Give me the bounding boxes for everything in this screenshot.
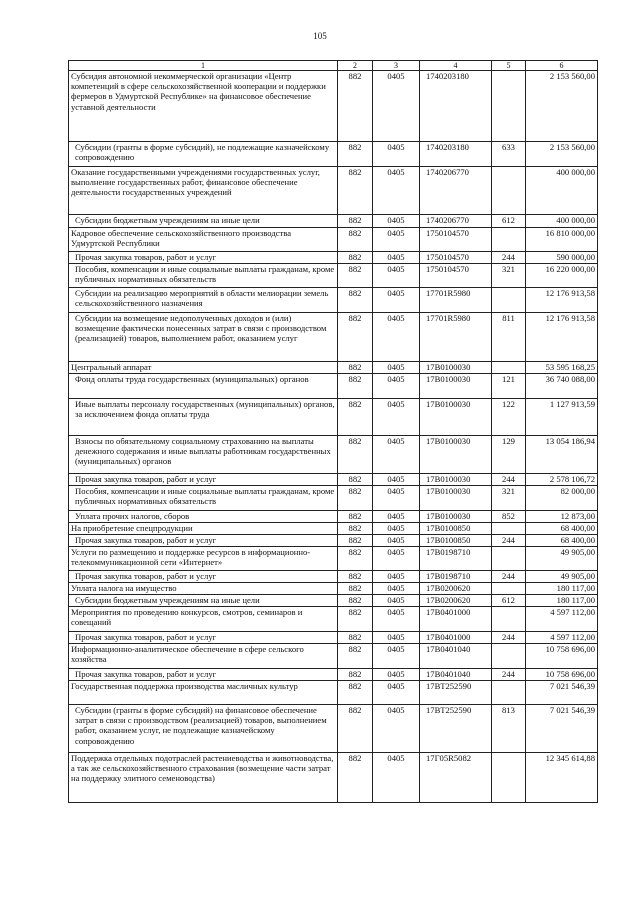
row-name: Субсидии (гранты в форме субсидий), не подлежащие казначейскому сопровождению xyxy=(69,142,338,167)
row-vr xyxy=(492,607,526,632)
table-row xyxy=(69,436,598,474)
row-vr xyxy=(492,362,526,374)
row-gr: 882 xyxy=(338,705,373,753)
row-vr: 612 xyxy=(492,215,526,228)
table-row xyxy=(69,313,598,362)
row-gr: 882 xyxy=(338,142,373,167)
row-sum: 180 117,00 xyxy=(526,583,598,595)
table-row xyxy=(69,399,598,436)
row-rz: 0405 xyxy=(373,252,420,264)
row-sum: 180 117,00 xyxy=(526,595,598,607)
row-gr: 882 xyxy=(338,486,373,511)
row-name: Субсидии (гранты в форме субсидий) на финансовое обеспечение затрат в связи с производством (реализацией) товаров, выполнением работ, оказанием услуг, не подлежащие казначейскому сопровождению xyxy=(69,705,338,753)
table-row xyxy=(69,228,598,252)
row-rz: 0405 xyxy=(373,607,420,632)
row-rz: 0405 xyxy=(373,399,420,436)
row-name: Уплата прочих налогов, сборов xyxy=(69,511,338,523)
row-csr: 17В0100030 xyxy=(420,374,492,399)
row-gr: 882 xyxy=(338,511,373,523)
row-csr: 17ВТ252590 xyxy=(420,705,492,753)
row-vr: 244 xyxy=(492,571,526,583)
row-gr: 882 xyxy=(338,753,373,803)
row-rz: 0405 xyxy=(373,474,420,486)
row-name: Информационно-аналитическое обеспечение в сфере сельского хозяйства xyxy=(69,644,338,669)
row-rz: 0405 xyxy=(373,523,420,535)
table-row xyxy=(69,583,598,595)
row-csr: 17701R5980 xyxy=(420,313,492,362)
row-rz: 0405 xyxy=(373,167,420,215)
row-name: Субсидия автономной некоммерческой организации «Центр компетенций в сфере сельскохозяйственной кооперации и поддержки фермеров в Удмуртской Республике» на финансовое обеспечение уставной деятельности xyxy=(69,71,338,142)
row-sum: 68 400,00 xyxy=(526,523,598,535)
row-gr: 882 xyxy=(338,523,373,535)
row-name: Иные выплаты персоналу государственных (муниципальных) органов, за исключением фонда оплаты труда xyxy=(69,399,338,436)
row-vr xyxy=(492,288,526,313)
row-vr: 122 xyxy=(492,399,526,436)
row-vr xyxy=(492,644,526,669)
row-rz: 0405 xyxy=(373,583,420,595)
row-csr: 1750104570 xyxy=(420,228,492,252)
row-sum: 2 153 560,00 xyxy=(526,71,598,142)
row-rz: 0405 xyxy=(373,547,420,571)
row-sum: 16 810 000,00 xyxy=(526,228,598,252)
row-rz: 0405 xyxy=(373,595,420,607)
row-name: Субсидии на возмещение недополученных доходов и (или) возмещение фактически понесенных затрат в связи с производством (реализацией) товаров, выполнением работ, оказанием услуг xyxy=(69,313,338,362)
table-row xyxy=(69,486,598,511)
row-sum: 68 400,00 xyxy=(526,535,598,547)
row-gr: 882 xyxy=(338,547,373,571)
header-cell: 2 xyxy=(338,61,373,71)
row-name: Прочая закупка товаров, работ и услуг xyxy=(69,535,338,547)
row-gr: 882 xyxy=(338,215,373,228)
row-gr: 882 xyxy=(338,669,373,681)
row-csr: 17В0100030 xyxy=(420,399,492,436)
row-sum: 400 000,00 xyxy=(526,167,598,215)
row-csr: 17В0100030 xyxy=(420,511,492,523)
row-name: Прочая закупка товаров, работ и услуг xyxy=(69,474,338,486)
row-vr: 244 xyxy=(492,535,526,547)
table-row xyxy=(69,511,598,523)
header-cell: 6 xyxy=(526,61,598,71)
table-row xyxy=(69,669,598,681)
row-rz: 0405 xyxy=(373,681,420,705)
row-rz: 0405 xyxy=(373,753,420,803)
row-csr: 17В0401000 xyxy=(420,607,492,632)
row-gr: 882 xyxy=(338,399,373,436)
row-sum: 16 220 000,00 xyxy=(526,264,598,288)
table-row xyxy=(69,607,598,632)
row-gr: 882 xyxy=(338,436,373,474)
table-row xyxy=(69,644,598,669)
row-name: Прочая закупка товаров, работ и услуг xyxy=(69,252,338,264)
row-name: Пособия, компенсации и иные социальные выплаты гражданам, кроме публичных нормативных обязательств xyxy=(69,486,338,511)
row-name: Субсидии бюджетным учреждениям на иные цели xyxy=(69,215,338,228)
row-gr: 882 xyxy=(338,474,373,486)
row-name: Прочая закупка товаров, работ и услуг xyxy=(69,669,338,681)
header-cell: 4 xyxy=(420,61,492,71)
row-gr: 882 xyxy=(338,313,373,362)
row-sum: 590 000,00 xyxy=(526,252,598,264)
row-vr: 244 xyxy=(492,474,526,486)
row-sum: 1 127 913,59 xyxy=(526,399,598,436)
row-sum: 12 345 614,88 xyxy=(526,753,598,803)
row-csr: 1740206770 xyxy=(420,167,492,215)
row-csr: 17В0100030 xyxy=(420,436,492,474)
row-gr: 882 xyxy=(338,167,373,215)
row-rz: 0405 xyxy=(373,486,420,511)
row-rz: 0405 xyxy=(373,511,420,523)
row-name: Уплата налога на имущество xyxy=(69,583,338,595)
row-csr: 17В0200620 xyxy=(420,595,492,607)
row-name: Субсидии бюджетным учреждениям на иные цели xyxy=(69,595,338,607)
row-sum: 7 021 546,39 xyxy=(526,705,598,753)
row-sum: 7 021 546,39 xyxy=(526,681,598,705)
row-gr: 882 xyxy=(338,571,373,583)
row-rz: 0405 xyxy=(373,288,420,313)
row-sum: 4 597 112,00 xyxy=(526,607,598,632)
budget-table xyxy=(68,60,598,803)
row-csr: 17В0198710 xyxy=(420,571,492,583)
row-vr: 244 xyxy=(492,669,526,681)
row-csr: 17В0100030 xyxy=(420,362,492,374)
row-rz: 0405 xyxy=(373,535,420,547)
row-sum: 49 905,00 xyxy=(526,571,598,583)
row-sum: 4 597 112,00 xyxy=(526,632,598,644)
table-row xyxy=(69,71,598,142)
row-csr: 17В0100850 xyxy=(420,523,492,535)
table-row xyxy=(69,288,598,313)
row-gr: 882 xyxy=(338,535,373,547)
row-sum: 2 578 106,72 xyxy=(526,474,598,486)
row-rz: 0405 xyxy=(373,264,420,288)
row-sum: 10 758 696,00 xyxy=(526,644,598,669)
row-sum: 12 873,00 xyxy=(526,511,598,523)
table-header-row xyxy=(69,61,598,71)
table-row xyxy=(69,252,598,264)
row-vr: 321 xyxy=(492,264,526,288)
row-gr: 882 xyxy=(338,644,373,669)
row-vr: 811 xyxy=(492,313,526,362)
row-gr: 882 xyxy=(338,607,373,632)
row-csr: 17ВТ252590 xyxy=(420,681,492,705)
row-rz: 0405 xyxy=(373,644,420,669)
header-cell: 3 xyxy=(373,61,420,71)
row-vr xyxy=(492,523,526,535)
row-gr: 882 xyxy=(338,681,373,705)
row-rz: 0405 xyxy=(373,228,420,252)
row-rz: 0405 xyxy=(373,215,420,228)
row-rz: 0405 xyxy=(373,71,420,142)
row-rz: 0405 xyxy=(373,374,420,399)
row-vr: 129 xyxy=(492,436,526,474)
row-sum: 10 758 696,00 xyxy=(526,669,598,681)
row-vr: 633 xyxy=(492,142,526,167)
row-vr xyxy=(492,71,526,142)
row-gr: 882 xyxy=(338,252,373,264)
row-name: Кадровое обеспечение сельскохозяйственного производства Удмуртской Республики xyxy=(69,228,338,252)
table-row xyxy=(69,215,598,228)
row-rz: 0405 xyxy=(373,313,420,362)
row-rz: 0405 xyxy=(373,669,420,681)
row-vr xyxy=(492,547,526,571)
row-vr xyxy=(492,583,526,595)
row-gr: 882 xyxy=(338,71,373,142)
row-gr: 882 xyxy=(338,288,373,313)
row-rz: 0405 xyxy=(373,705,420,753)
row-vr: 121 xyxy=(492,374,526,399)
row-sum: 400 000,00 xyxy=(526,215,598,228)
row-rz: 0405 xyxy=(373,436,420,474)
row-vr xyxy=(492,681,526,705)
row-name: Фонд оплаты труда государственных (муниципальных) органов xyxy=(69,374,338,399)
row-csr: 1750104570 xyxy=(420,264,492,288)
row-name: Пособия, компенсации и иные социальные выплаты гражданам, кроме публичных нормативных обязательств xyxy=(69,264,338,288)
row-sum: 53 595 168,25 xyxy=(526,362,598,374)
row-gr: 882 xyxy=(338,362,373,374)
row-sum: 36 740 088,00 xyxy=(526,374,598,399)
row-vr: 321 xyxy=(492,486,526,511)
row-gr: 882 xyxy=(338,374,373,399)
row-sum: 13 054 186,94 xyxy=(526,436,598,474)
row-gr: 882 xyxy=(338,595,373,607)
row-gr: 882 xyxy=(338,264,373,288)
row-rz: 0405 xyxy=(373,632,420,644)
row-csr: 1740203180 xyxy=(420,142,492,167)
table-row xyxy=(69,374,598,399)
row-sum: 12 176 913,58 xyxy=(526,313,598,362)
row-csr: 1740203180 xyxy=(420,71,492,142)
row-vr: 813 xyxy=(492,705,526,753)
table-row xyxy=(69,474,598,486)
row-vr xyxy=(492,167,526,215)
row-name: Поддержка отдельных подотраслей растениеводства и животноводства, а так же сельскохозяйственного страхования (возмещение части затрат на поддержку элитного семеноводства) xyxy=(69,753,338,803)
row-csr: 17В0100030 xyxy=(420,486,492,511)
row-csr: 17В0100850 xyxy=(420,535,492,547)
row-csr: 17В0198710 xyxy=(420,547,492,571)
row-name: На приобретение спецпродукции xyxy=(69,523,338,535)
header-cell: 1 xyxy=(69,61,338,71)
row-csr: 1740206770 xyxy=(420,215,492,228)
row-csr: 17Г05R5082 xyxy=(420,753,492,803)
table-row xyxy=(69,547,598,571)
row-vr xyxy=(492,753,526,803)
row-name: Центральный аппарат xyxy=(69,362,338,374)
row-csr: 17В0401040 xyxy=(420,644,492,669)
row-name: Мероприятия по проведению конкурсов, смотров, семинаров и совещаний xyxy=(69,607,338,632)
table-row xyxy=(69,595,598,607)
row-rz: 0405 xyxy=(373,571,420,583)
table-row xyxy=(69,705,598,753)
table-row xyxy=(69,632,598,644)
table-row xyxy=(69,167,598,215)
row-name: Взносы по обязательному социальному страхованию на выплаты денежного содержания и иные выплаты работникам государственных (муниципальных) органов xyxy=(69,436,338,474)
row-name: Услуги по размещению и поддержке ресурсов в информационно-телекоммуникационной сети «Интернет» xyxy=(69,547,338,571)
table-body xyxy=(69,71,598,803)
row-csr: 17В0401040 xyxy=(420,669,492,681)
row-vr: 612 xyxy=(492,595,526,607)
row-csr: 17В0401000 xyxy=(420,632,492,644)
table-row xyxy=(69,571,598,583)
row-name: Субсидии на реализацию мероприятий в области мелиорации земель сельскохозяйственного назначения xyxy=(69,288,338,313)
row-vr: 852 xyxy=(492,511,526,523)
row-sum: 2 153 560,00 xyxy=(526,142,598,167)
row-gr: 882 xyxy=(338,632,373,644)
row-name: Государственная поддержка производства масличных культур xyxy=(69,681,338,705)
table-row xyxy=(69,753,598,803)
row-vr xyxy=(492,228,526,252)
page-number: 105 xyxy=(313,31,327,41)
row-vr: 244 xyxy=(492,252,526,264)
row-gr: 882 xyxy=(338,583,373,595)
row-csr: 17В0100030 xyxy=(420,474,492,486)
row-csr: 17В0200620 xyxy=(420,583,492,595)
row-sum: 49 905,00 xyxy=(526,547,598,571)
row-sum: 82 000,00 xyxy=(526,486,598,511)
row-csr: 1750104570 xyxy=(420,252,492,264)
table-row xyxy=(69,142,598,167)
row-name: Прочая закупка товаров, работ и услуг xyxy=(69,632,338,644)
row-csr: 17701R5980 xyxy=(420,288,492,313)
table-row xyxy=(69,681,598,705)
header-cell: 5 xyxy=(492,61,526,71)
table-row xyxy=(69,523,598,535)
table-row xyxy=(69,264,598,288)
table-row xyxy=(69,535,598,547)
row-vr: 244 xyxy=(492,632,526,644)
row-rz: 0405 xyxy=(373,142,420,167)
table-row xyxy=(69,362,598,374)
row-name: Оказание государственными учреждениями государственных услуг, выполнение государственных работ, финансовое обеспечение деятельности государственных учреждений xyxy=(69,167,338,215)
row-rz: 0405 xyxy=(373,362,420,374)
row-name: Прочая закупка товаров, работ и услуг xyxy=(69,571,338,583)
row-gr: 882 xyxy=(338,228,373,252)
row-sum: 12 176 913,58 xyxy=(526,288,598,313)
